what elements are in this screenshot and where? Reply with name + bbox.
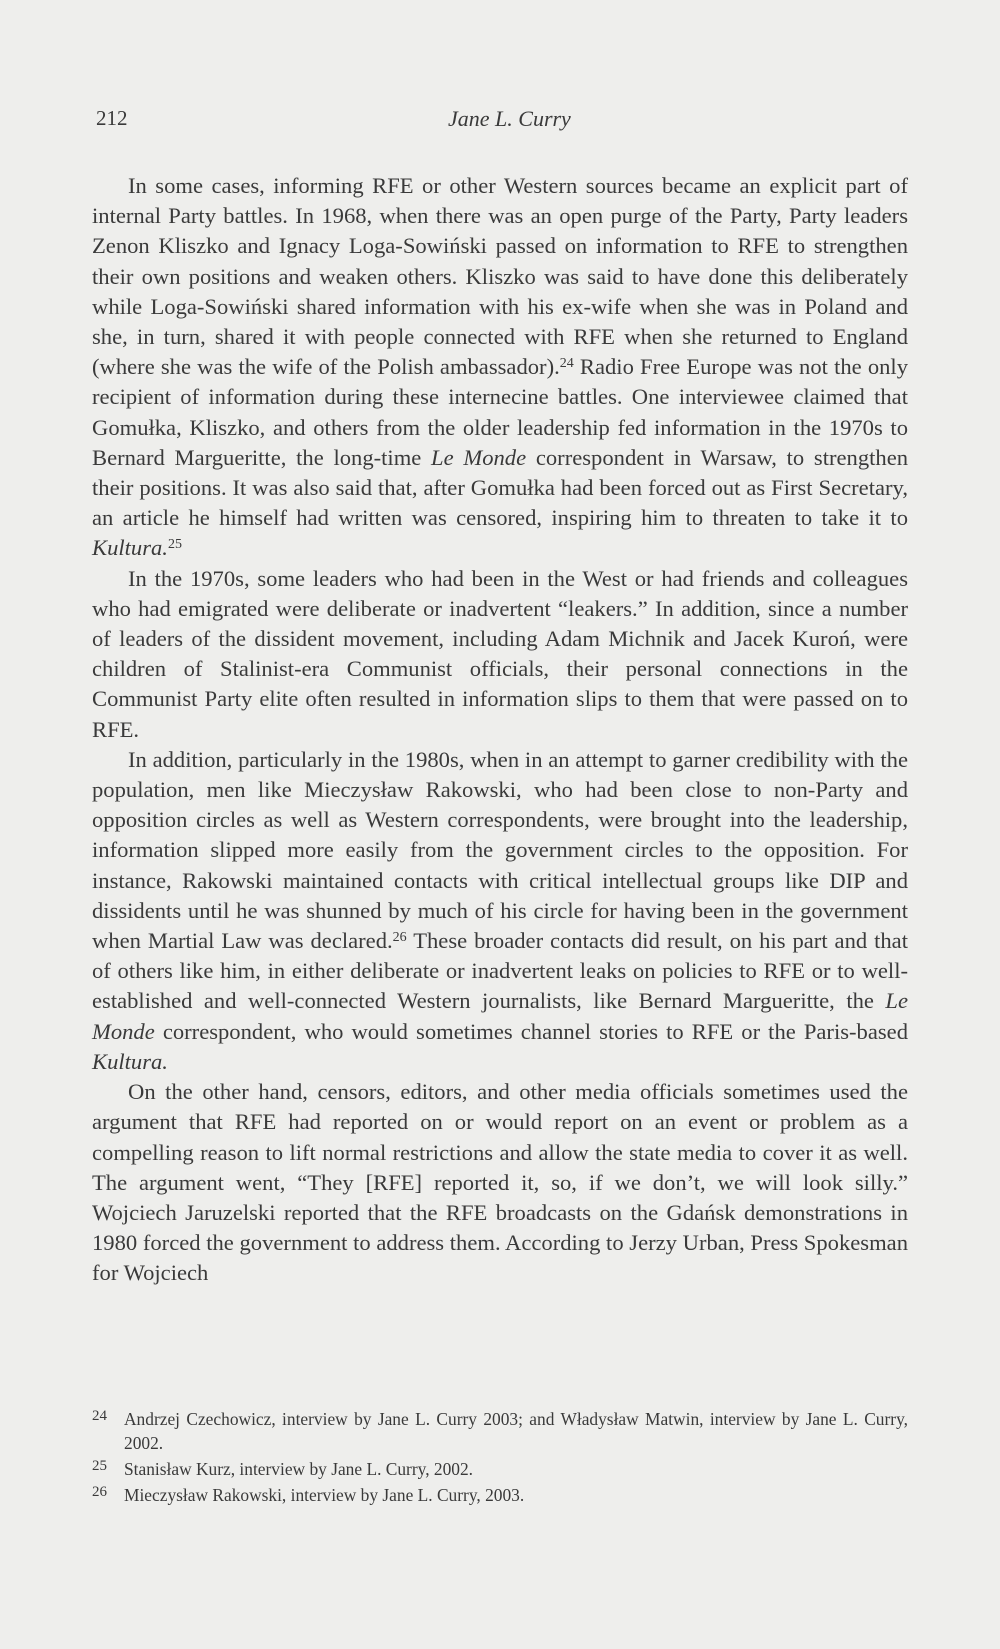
- footnote-ref-26[interactable]: 26: [392, 930, 407, 946]
- footnote-25: [92, 1457, 908, 1481]
- paragraph-1-text-a: In some cases, informing RFE or other Western sources became an explicit part of internal Party battles. In 1968, when there was an open purge of the Party, Party leaders Zenon Kliszko and Ignacy Loga-Sowiński passed on information to RFE to strengthen their own positions and weaken others. Kliszko was said to have done this deliberately while Loga-Sowiński shared information with his ex-wife when she was in Poland and she, in turn, shared it with people connected with RFE when she returned to England (where she was the wife of the Polish ambassador).: [92, 173, 908, 380]
- footnote-ref-25[interactable]: 25: [167, 537, 182, 553]
- footnote-text: Stanisław Kurz, interview by Jane L. Curry, 2002.: [124, 1459, 474, 1479]
- footnotes: [92, 1407, 908, 1509]
- italic-le-monde-2: Le Monde: [92, 988, 908, 1044]
- page-header: [96, 106, 906, 142]
- paragraph-1: [92, 171, 908, 564]
- footnote-number: 24: [92, 1408, 107, 1424]
- paragraph-3: [92, 745, 908, 1077]
- footnote-number: 26: [92, 1484, 107, 1500]
- paragraph-3-text-c: correspondent, who would sometimes channel stories to RFE or the Paris-based: [154, 1018, 908, 1044]
- running-head-author: Jane L. Curry: [448, 106, 571, 131]
- footnote-ref-24[interactable]: 24: [559, 356, 574, 372]
- paragraph-2: In the 1970s, some leaders who had been in the West or had friends and colleagues who had emigrated were deliberate or inadvertent “leakers.” In addition, since a number of leaders of the dissident movement, including Adam Michnik and Jacek Kuroń, were children of Stalinist-era Communist officials, their personal connections in the Communist Party elite often resulted in information slips to them that were passed on to RFE.: [92, 565, 908, 742]
- paragraph-1-text-b: Radio Free Europe was not the only recipient of information during these internecine battles. One interviewee claimed that Gomułka, Kliszko, and others from the older leadership fed information in the 1970s to Bernard Margueritte, the long-time: [92, 354, 908, 470]
- paragraph-3-text-b: These broader contacts did result, on his part and that of others like him, in either deliberate or inadvertent leaks on policies to RFE or to well-established and well-connected Western journalists, like Bernard Margueritte, the: [92, 928, 908, 1014]
- page-number: 212: [96, 106, 128, 130]
- footnote-number: 25: [92, 1458, 107, 1474]
- footnote-24: [92, 1407, 908, 1455]
- footnote-text: Mieczysław Rakowski, interview by Jane L. Curry, 2003.: [124, 1485, 525, 1505]
- paragraph-1-text-c: correspondent in Warsaw, to strengthen their positions. It was also said that, after Gomułka had been forced out as First Secretary, an article he himself had written was censored, inspiring him to threaten to take it to: [92, 444, 909, 531]
- italic-le-monde: Le Monde: [431, 444, 527, 470]
- footnote-text: Andrzej Czechowicz, interview by Jane L. Curry 2003; and Władysław Matwin, interview by Jane L. Curry, 2002.: [124, 1409, 908, 1453]
- main-text: [92, 171, 908, 1289]
- italic-kultura: Kultura.: [92, 535, 168, 561]
- italic-kultura-2: Kultura.: [92, 1048, 168, 1074]
- footnote-26: [92, 1483, 908, 1507]
- paragraph-3-text-a: In addition, particularly in the 1980s, when in an attempt to garner credibility with the population, men like Mieczysław Rakowski, who had been close to non-Party and opposition circles as well as Western correspondents, were brought into the leadership, information slipped more easily from the government circles to the opposition. For instance, Rakowski maintained contacts with critical intellectual groups like DIP and dissidents until he was shunned by much of his circle for having been in the government when Martial Law was declared.: [92, 746, 908, 954]
- paragraph-4: On the other hand, censors, editors, and other media officials sometimes used the argument that RFE had reported on or would report on an event or problem as a compelling reason to lift normal restrictions and allow the state media to cover it as well. The argument went, “They [RFE] reported it, so, if we don’t, we will look silly.” Wojciech Jaruzelski reported that the RFE broadcasts on the Gdańsk demonstrations in 1980 forced the government to address them. According to Jerzy Urban, Press Spokesman for Wojciech: [92, 1079, 908, 1286]
